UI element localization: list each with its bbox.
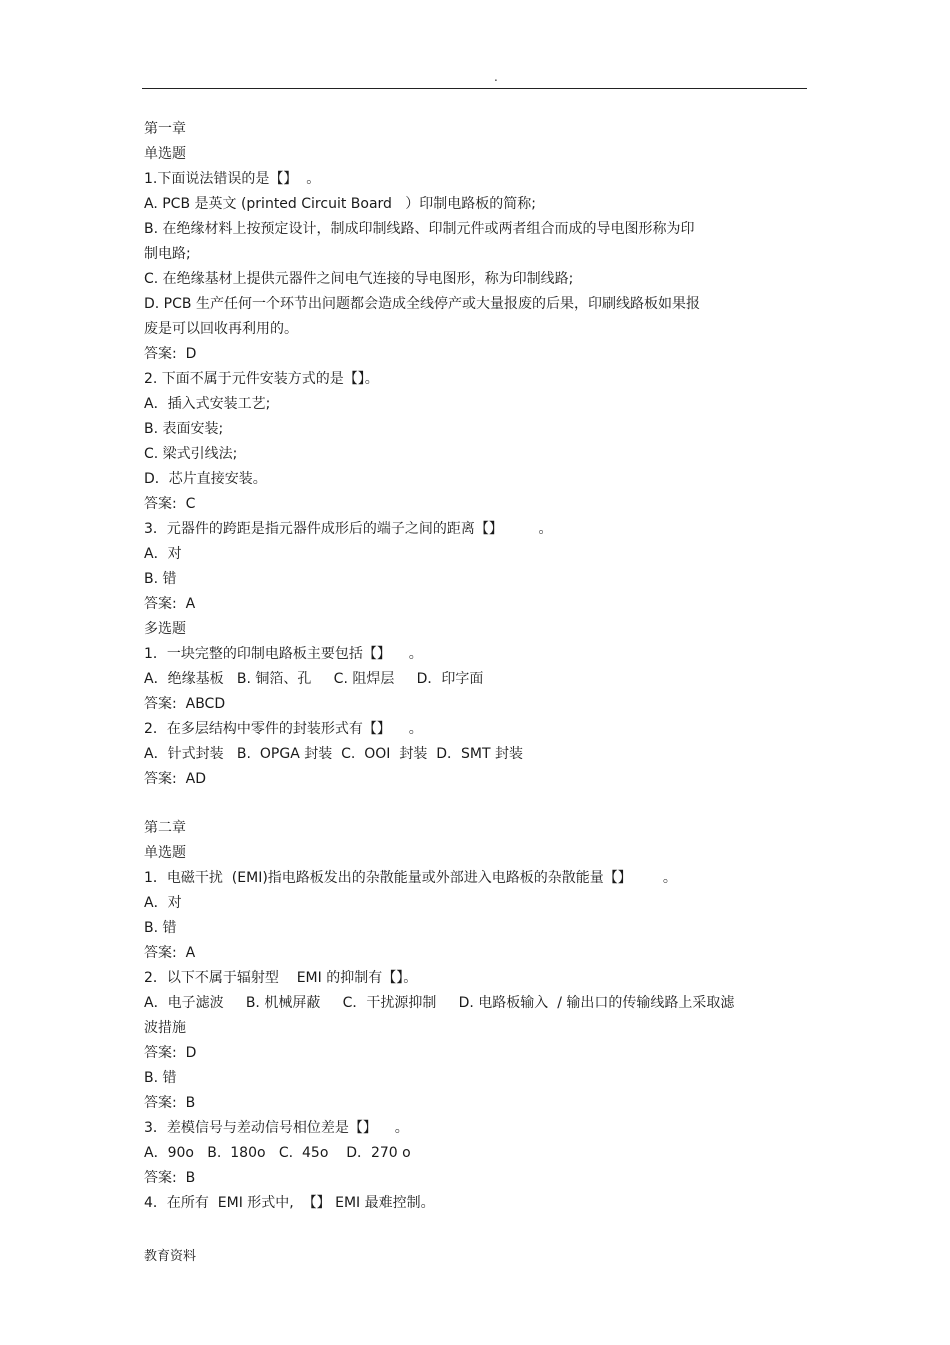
text-line: 答案: A: [144, 596, 196, 612]
text-line: A．针式封装 B. OPGA 封装 C. OOI 封装 D．SMT 封装: [144, 746, 523, 762]
chapter-title: 第一章: [144, 121, 186, 137]
question-block: [144, 642, 804, 792]
chapter-1: [144, 117, 804, 792]
text-line: 答案: D: [144, 346, 197, 362]
text-line: 答案: D: [144, 1045, 197, 1061]
text-line: B. 错: [144, 1070, 177, 1086]
text-line: D．芯片直接安装。: [144, 471, 267, 487]
text-line: 废是可以回收再利用的。: [144, 321, 298, 337]
text-line: 2. 下面不属于元件安装方式的是【】。: [144, 371, 379, 387]
text-line: A．绝缘基板 B. 铜箔、孔 C. 阻焊层 D．印字面: [144, 671, 484, 687]
text-line: A．插入式安装工艺;: [144, 396, 271, 412]
document-body: [144, 117, 804, 1216]
section-heading: 单选题: [144, 845, 186, 861]
text-line: 答案: B: [144, 1095, 196, 1111]
text-line: 答案: C: [144, 496, 196, 512]
footer-label: 教育资料: [144, 1249, 197, 1264]
text-line: 3．元器件的跨距是指元器件成形后的端子之间的距离【】 。: [144, 521, 553, 537]
question-block: [144, 866, 804, 1216]
text-line: 3．差模信号与差动信号相位差是【】 。: [144, 1120, 409, 1136]
text-line: 答案: B: [144, 1170, 196, 1186]
text-line: B. 在绝缘材料上按预定设计，制成印制线路、印制元件或两者组合而成的导电图形称为印: [144, 221, 695, 237]
question-block: [144, 167, 804, 617]
header-mark: .: [494, 70, 498, 84]
text-line: 4．在所有 EMI 形式中, 【】 EMI 最难控制。: [144, 1195, 435, 1211]
text-line: 2．以下不属于辐射型 EMI 的抑制有【】。: [144, 970, 418, 986]
text-line: A．对: [144, 546, 182, 562]
text-line: A．90o B. 180o C. 45o D．270 o: [144, 1145, 411, 1161]
text-line: 波措施: [144, 1020, 186, 1036]
text-line: 1.下面说法错误的是【】 。: [144, 171, 321, 187]
text-line: 1．电磁干扰 (EMI)指电路板发出的杂散能量或外部进入电路板的杂散能量【】 。: [144, 870, 677, 886]
text-line: 1．一块完整的印制电路板主要包括【】 。: [144, 646, 423, 662]
header-rule: [142, 88, 807, 89]
text-line: D. PCB 生产任何一个环节出问题都会造成全线停产或大量报废的后果，印刷线路板如果报: [144, 296, 700, 312]
text-line: A. PCB 是英文 (printed Circuit Board ）印制电路板的简称;: [144, 196, 536, 212]
text-line: B. 表面安装;: [144, 421, 224, 437]
section-heading: 单选题: [144, 146, 186, 162]
text-line: 制电路;: [144, 246, 191, 262]
text-line: 答案: AD: [144, 771, 206, 787]
text-line: 答案: ABCD: [144, 696, 226, 712]
text-line: 2．在多层结构中零件的封装形式有【】 。: [144, 721, 423, 737]
text-line: C. 在绝缘基材上提供元器件之间电气连接的导电图形，称为印制线路;: [144, 271, 574, 287]
section-heading: 多选题: [144, 621, 186, 637]
chapter-title: 第二章: [144, 820, 186, 836]
text-line: C. 梁式引线法;: [144, 446, 238, 462]
chapter-2: [144, 816, 804, 1216]
text-line: A．电子滤波 B. 机械屏蔽 C．干扰源抑制 D. 电路板输入 / 输出口的传输线路上采取滤: [144, 995, 735, 1011]
text-line: B. 错: [144, 920, 177, 936]
text-line: B. 错: [144, 571, 177, 587]
text-line: A．对: [144, 895, 182, 911]
chapter-gap: [144, 792, 804, 816]
text-line: 答案: A: [144, 945, 196, 961]
